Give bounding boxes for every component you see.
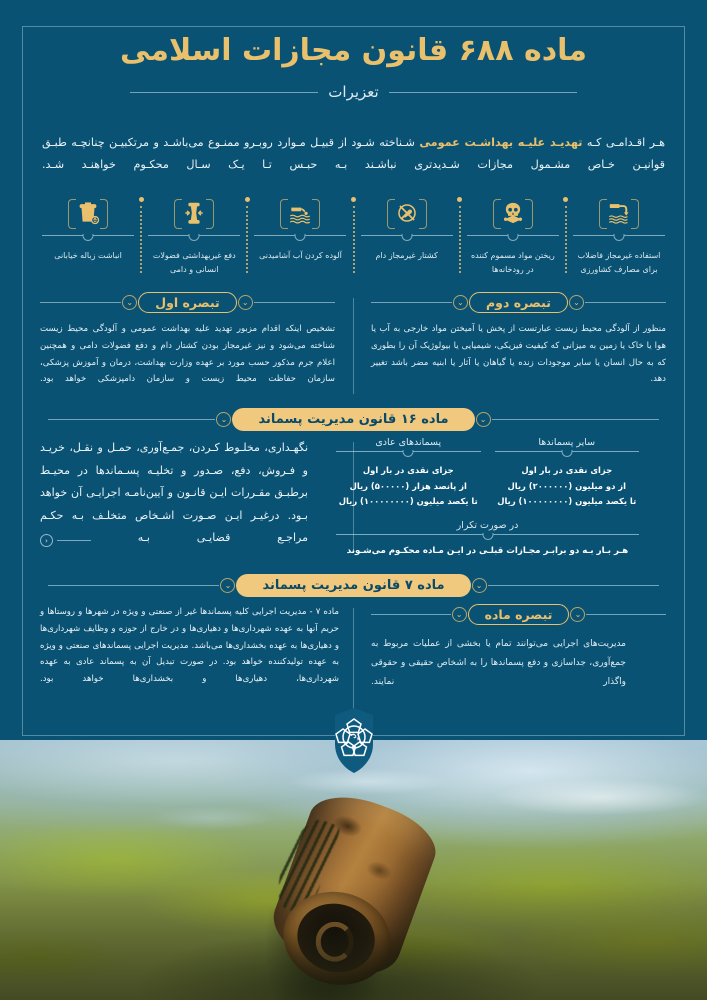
- penalty-line: از دو میلیون (۲۰۰۰۰۰۰) ریال: [507, 480, 627, 491]
- sewage-pipe-icon: [599, 193, 639, 233]
- note-rule-right: [254, 302, 335, 303]
- icon-underline: [361, 235, 453, 244]
- article7-note-body: مدیریت‌های اجرایی می‌توانند تمام یا بخشی از عملیات مربوط به جمع‌آوری، جداسازی و دفع پسماندها را به اشخاص حقیقی و حقوقی واگذار نمایند.: [371, 639, 626, 687]
- penalty-line: از پانصد هزار (۵۰۰۰۰۰) ریال: [349, 480, 467, 491]
- chevron-left-icon: ‹: [40, 534, 53, 547]
- penalty-rule: [336, 451, 481, 459]
- intro-paragraph: [42, 132, 665, 176]
- penalty-column-header: سایر پسماندها: [538, 437, 596, 448]
- chevron-down-icon: ⌄: [569, 295, 584, 310]
- icon-underline: [148, 235, 240, 244]
- article16-continue-link[interactable]: [40, 534, 91, 547]
- page-title: ماده ۶۸۸ قانون مجازات اسلامی: [120, 33, 587, 68]
- illegal-slaughter-icon: [387, 193, 427, 233]
- band-rule-right: [492, 419, 659, 420]
- penalty-line: جزای نقدی در بار اول: [521, 465, 613, 475]
- intro-text-before: هـر اقـدامـی کـه: [582, 136, 665, 149]
- note-second-label: تبصره دوم: [469, 292, 568, 313]
- intro-highlight: تهدیـد علیـه بهداشـت عمومی: [419, 136, 583, 149]
- skull-poison-icon: [493, 193, 533, 233]
- article7-content: [22, 604, 685, 692]
- article7-band: [22, 574, 685, 597]
- prohibited-act-label: آلوده کردن آب آشامیدنی: [259, 251, 342, 260]
- chevron-down-icon: ⌄: [472, 578, 487, 593]
- note-second-body: منظور از آلودگی محیط زیست عبارتست از پخش یا آمیختن مواد خارجی به آب یا هوا یا خاک یا زمین به میزانی که کیفیت فیزیکی، شیمیایی یا بیولوژیک آن را بطوری که به حال انسان یا سایر موجودات زنده یا گیاهان یا آثار یا ابنیه مضر باشد تغییر دهد.: [371, 324, 666, 385]
- intro-text-after: شـناخته شـود از قبیـل مـوارد روبـرو ممنـوع می‌باشـد و مرتکبیـن چنانچـه طبـق قوانیـن خـاص مشـمول مجازات شـدیدتری نباشـند بـه حبـس تـا یـک سـال محکـوم خواهنـد شـد.: [42, 136, 665, 171]
- poster-header: [0, 28, 707, 103]
- article16-label: ماده ۱۶ قانون مدیریت پسماند: [232, 408, 474, 431]
- icon-separator: [564, 193, 568, 273]
- article16-text-column: [22, 437, 322, 556]
- penalty-rule: [495, 451, 640, 459]
- icon-separator: [245, 193, 249, 273]
- subtitle-row: [0, 81, 707, 103]
- note-second-header: [371, 292, 666, 313]
- chevron-down-icon: ⌄: [452, 607, 467, 622]
- article7-header: [48, 574, 659, 597]
- repeat-offense-block: [336, 520, 639, 556]
- page-subtitle: تعزیرات: [328, 83, 379, 101]
- band-rule-right: [488, 585, 659, 586]
- prohibited-act-item[interactable]: [361, 193, 453, 263]
- article7-text: ماده ۷ - مدیریت اجرایی کلیه پسماندها غیر از صنعتی و ویژه در شهرها و روستاها و حریم آنها به عهده شهرداری‌ها و دهیاری‌ها و در خارج از حوزه و وظایف شهرداری‌ها و دهیاری‌ها به عهده بخشداری‌ها می‌باشد. مدیریت اجرایی پسماندهای صنعتی و ویژه به عهده تولیدکننده خواهد بود. در صورت تبدیل آن به پسماند عادی به عهده شهرداری‌ها، دهیاری‌ها و بخشداری‌ها خواهد بود.: [40, 607, 339, 684]
- note-card-first: [22, 292, 353, 388]
- icon-separator: [352, 193, 356, 273]
- article7-label: ماده ۷ قانون مدیریت پسماند: [236, 574, 470, 597]
- note-first-label: تبصره اول: [138, 292, 237, 313]
- notes-row: [22, 292, 685, 388]
- repeat-offense-header: در صورت تکرار: [456, 519, 519, 531]
- prohibited-act-item[interactable]: [254, 193, 346, 263]
- penalty-line: تا یکصد میلیون (۱۰۰۰۰۰۰۰۰) ریال: [338, 496, 478, 507]
- chevron-down-icon: ⌄: [122, 295, 137, 310]
- chevron-down-icon: ⌄: [570, 607, 585, 622]
- icon-underline: [467, 235, 559, 244]
- polluted-water-barrel-photo: [0, 740, 707, 1000]
- penalty-column-ordinary: [336, 437, 481, 510]
- icon-separator: [458, 193, 462, 273]
- repeat-offense-text: هـر بـار بـه دو برابـر مجـازات قبلـی در ایـن مـاده محکـوم می‌شـوند: [346, 545, 629, 556]
- chevron-down-icon: ⌄: [453, 295, 468, 310]
- prohibited-act-label: دفع غیربهداشتی فضولات انسانی و دامی: [152, 251, 236, 274]
- note-first-body: تشخیص اینکه اقدام مزبور تهدید علیه بهداشت عمومی و آلودگی محیط زیست شناخته می‌شود و نیز غیرمجاز بودن کشتار دام و دفع فضولات دامی و همچنین اعلام جرم مذکور حسب مورد بر عهده وزارت بهداشت، درمان و آموزش پزشکی، سازمان حفاظت محیط زیست و سازمان دامپزشکی خواهد بود.: [40, 324, 335, 385]
- note-first-header: [40, 292, 335, 313]
- link-dash: [57, 540, 91, 541]
- prohibited-act-label: انباشت زباله خیابانی: [54, 251, 122, 260]
- chevron-down-icon: ⌄: [238, 295, 253, 310]
- note-rule-left: [40, 302, 121, 303]
- icon-underline: [573, 235, 665, 244]
- icon-underline: [254, 235, 346, 244]
- article16-penalty-tables: [322, 437, 653, 556]
- article16-content: [22, 437, 685, 556]
- band-rule-left: [48, 419, 215, 420]
- article16-band: [22, 408, 685, 431]
- prohibited-act-item[interactable]: [573, 193, 665, 277]
- water-pollution-icon: [280, 193, 320, 233]
- note-card-second: [353, 292, 684, 388]
- note-rule-right: [586, 614, 666, 615]
- chevron-down-icon: ⌄: [216, 412, 231, 427]
- penalty-column-header: پسماندهای عادی: [375, 437, 442, 448]
- chevron-down-icon: ⌄: [476, 412, 491, 427]
- trash-bin-icon: [68, 193, 108, 233]
- prohibited-act-label: کشتار غیرمجاز دام: [375, 251, 438, 260]
- penalty-columns: [336, 437, 639, 510]
- icon-underline: [42, 235, 134, 244]
- penalty-line: تا یکصد میلیون (۱۰۰۰۰۰۰۰۰) ریال: [497, 496, 637, 507]
- prohibited-acts-icon-strip: [42, 193, 665, 273]
- prohibited-act-label: استفاده غیرمجاز فاضلاب برای مصارف کشاورزی: [577, 251, 661, 274]
- prohibited-act-item[interactable]: [467, 193, 559, 277]
- note-rule-left: [371, 302, 452, 303]
- photo-shadow-vignette: [0, 740, 707, 1000]
- icon-separator: [139, 193, 143, 273]
- penalty-line: جزای نقدی در بار اول: [362, 465, 454, 475]
- note-rule-right: [585, 302, 666, 303]
- repeat-rule: [336, 534, 639, 542]
- penalty-column-other: [495, 437, 640, 510]
- prohibited-act-item[interactable]: [42, 193, 134, 263]
- article7-note-card: [353, 604, 684, 692]
- subtitle-rule-right: [389, 92, 577, 93]
- chevron-down-icon: ⌄: [220, 578, 235, 593]
- article16-header: [48, 408, 659, 431]
- band-rule-left: [48, 585, 219, 586]
- article7-note-label: تبصره ماده: [468, 604, 570, 625]
- subtitle-rule-left: [130, 92, 318, 93]
- prohibited-act-item[interactable]: [148, 193, 240, 277]
- tehran-municipality-logo: [323, 706, 385, 776]
- article16-text: نگهـداری، مخلـوط کـردن، جمـع‌آوری، حمـل و نقـل، خریـد و فـروش، دفع، صـدور و تخلیـه پسـماندها در محیـط برطبـق مقـررات ایـن قانـون و آیین‌نامـه اجرایـی آن خواهد بـود. درغیـر ایـن صـورت اشـخاص متخلـف بـه حکـم مراجـع قضایـی بـه: [40, 441, 309, 545]
- waste-disposal-icon: [174, 193, 214, 233]
- note-rule-left: [371, 614, 451, 615]
- prohibited-act-label: ریختن مواد مسموم کننده در رودخانه‌ها: [470, 251, 555, 274]
- article7-note-header: [371, 604, 666, 625]
